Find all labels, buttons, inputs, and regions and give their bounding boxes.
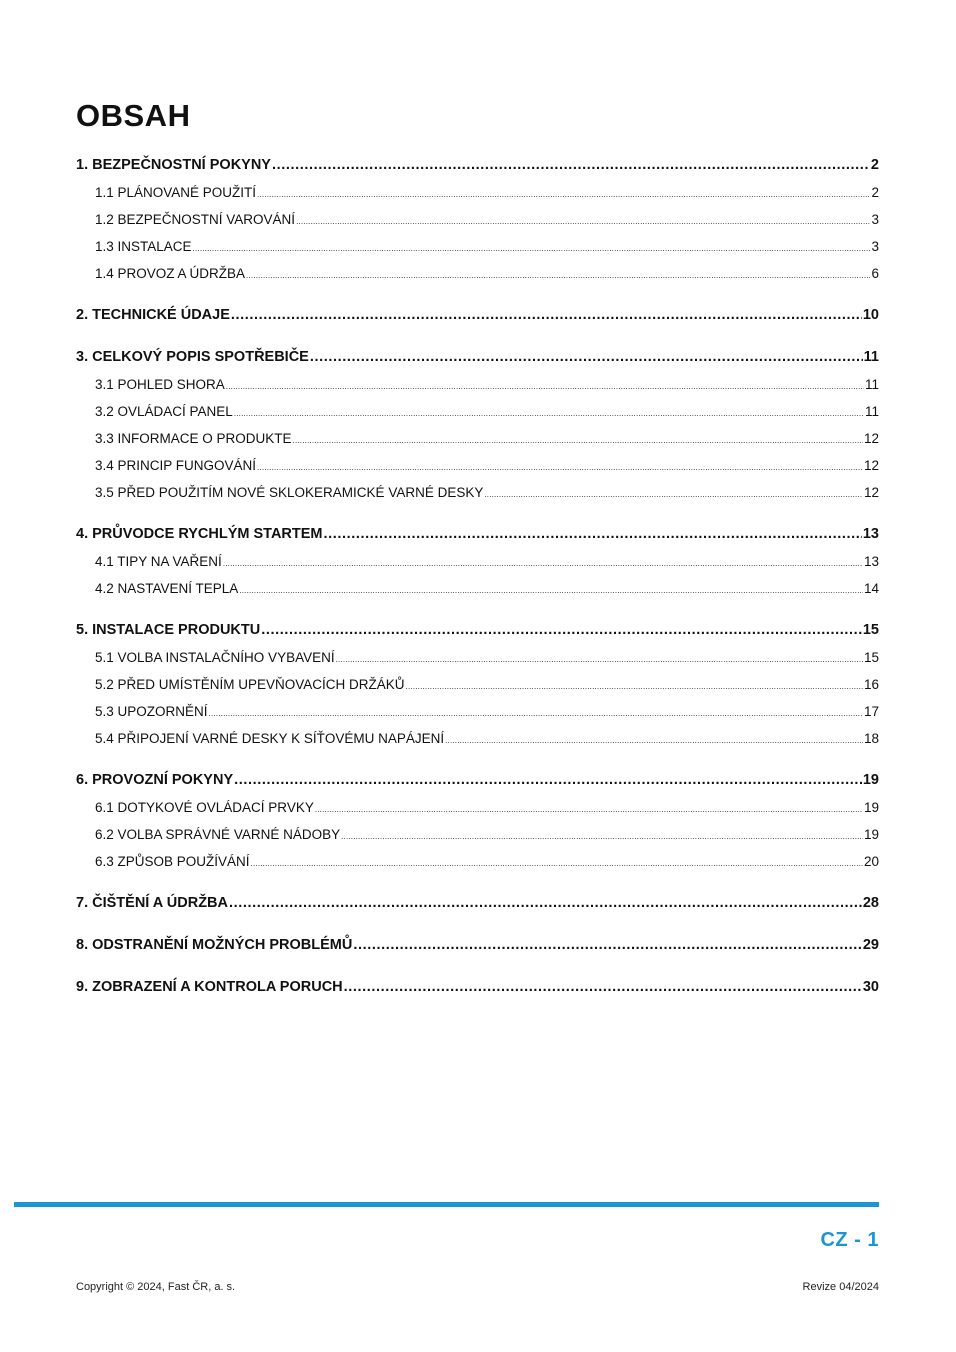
toc-entry-label: 5. INSTALACE PRODUKTU xyxy=(76,622,261,638)
toc-page-number: 18 xyxy=(863,731,879,746)
toc-dot-leader xyxy=(209,700,863,727)
toc-entry-label: 1.3 INSTALACE xyxy=(95,239,192,254)
toc-entry-label: 3.1 POHLED SHORA xyxy=(95,377,225,392)
toc-dot-leader xyxy=(293,427,863,454)
toc-page-number: 10 xyxy=(862,307,879,323)
toc-section-entry[interactable] xyxy=(76,644,879,671)
toc-entry-label: 5.2 PŘED UMÍSTĚNÍM UPEVŇOVACÍCH DRŽÁKŮ xyxy=(95,677,405,692)
toc-dot-leader xyxy=(246,262,870,289)
toc-section-entry[interactable] xyxy=(76,479,879,506)
toc-page-number: 15 xyxy=(863,650,879,665)
toc-page-number: 19 xyxy=(862,772,879,788)
toc-entry-label: 6.2 VOLBA SPRÁVNÉ VARNÉ NÁDOBY xyxy=(95,827,341,842)
toc-chapter-entry[interactable] xyxy=(76,890,879,917)
toc-section-entry[interactable] xyxy=(76,725,879,752)
toc-page-number: 13 xyxy=(863,554,879,569)
toc-dot-leader xyxy=(324,521,862,548)
toc-entry-label: 1.2 BEZPEČNOSTNÍ VAROVÁNÍ xyxy=(95,212,296,227)
toc-page-number: 19 xyxy=(863,800,879,815)
toc-entry-label: 1.1 PLÁNOVANÉ POUŽITÍ xyxy=(95,185,257,200)
toc-section-entry[interactable] xyxy=(76,452,879,479)
toc-dot-leader xyxy=(296,208,870,235)
toc-page-number: 13 xyxy=(862,526,879,542)
toc-chapter-entry[interactable] xyxy=(76,344,879,371)
revision-label: Revize 04/2024 xyxy=(802,1281,879,1293)
toc-section-entry[interactable] xyxy=(76,575,879,602)
table-of-contents xyxy=(76,152,879,1001)
toc-dot-leader xyxy=(257,454,863,481)
toc-chapter-entry[interactable] xyxy=(76,521,879,548)
toc-dot-leader xyxy=(406,673,863,700)
toc-entry-label: 3.4 PRINCIP FUNGOVÁNÍ xyxy=(95,458,257,473)
toc-page-number: 19 xyxy=(863,827,879,842)
toc-page-number: 29 xyxy=(862,937,879,953)
toc-section-entry[interactable] xyxy=(76,698,879,725)
toc-page-number: 11 xyxy=(864,377,879,392)
toc-chapter-entry[interactable] xyxy=(76,767,879,794)
toc-page-number: 12 xyxy=(863,458,879,473)
toc-section-entry[interactable] xyxy=(76,371,879,398)
toc-section-entry[interactable] xyxy=(76,233,879,260)
toc-dot-leader xyxy=(261,617,862,644)
toc-section-entry[interactable] xyxy=(76,671,879,698)
toc-dot-leader xyxy=(234,767,862,794)
toc-dot-leader xyxy=(336,646,863,673)
toc-entry-label: 3.5 PŘED POUŽITÍM NOVÉ SKLOKERAMICKÉ VARNÉ DESKY xyxy=(95,485,484,500)
toc-dot-leader xyxy=(272,152,870,179)
toc-entry-label: 3.3 INFORMACE O PRODUKTE xyxy=(95,431,292,446)
copyright-notice: Copyright © 2024, Fast ČR, a. s. xyxy=(76,1281,236,1293)
toc-page-number: 14 xyxy=(863,581,879,596)
toc-entry-label: 3. CELKOVÝ POPIS SPOTŘEBIČE xyxy=(76,349,309,365)
toc-page-number: 12 xyxy=(863,485,879,500)
toc-entry-label: 4.2 NASTAVENÍ TEPLA xyxy=(95,581,239,596)
toc-dot-leader xyxy=(353,932,862,959)
toc-dot-leader xyxy=(231,302,862,329)
toc-dot-leader xyxy=(229,890,862,917)
toc-entry-label: 5.1 VOLBA INSTALAČNÍHO VYBAVENÍ xyxy=(95,650,335,665)
toc-section-entry[interactable] xyxy=(76,821,879,848)
toc-chapter-entry[interactable] xyxy=(76,932,879,959)
toc-page-number: 3 xyxy=(871,212,879,227)
toc-dot-leader xyxy=(344,974,862,1001)
toc-page-number: 17 xyxy=(863,704,879,719)
toc-entry-label: 1.4 PROVOZ A ÚDRŽBA xyxy=(95,266,246,281)
toc-chapter-entry[interactable] xyxy=(76,302,879,329)
toc-dot-leader xyxy=(251,850,863,877)
toc-dot-leader xyxy=(226,373,864,400)
toc-entry-label: 2. TECHNICKÉ ÚDAJE xyxy=(76,307,230,323)
footer-divider xyxy=(14,1202,879,1207)
toc-section-entry[interactable] xyxy=(76,260,879,287)
toc-entry-label: 9. ZOBRAZENÍ A KONTROLA PORUCH xyxy=(76,979,343,995)
toc-page-number: 2 xyxy=(871,185,879,200)
toc-entry-label: 6.1 DOTYKOVÉ OVLÁDACÍ PRVKY xyxy=(95,800,314,815)
toc-section-entry[interactable] xyxy=(76,848,879,875)
toc-entry-label: 6. PROVOZNÍ POKYNY xyxy=(76,772,234,788)
toc-entry-label: 3.2 OVLÁDACÍ PANEL xyxy=(95,404,233,419)
toc-section-entry[interactable] xyxy=(76,425,879,452)
toc-chapter-entry[interactable] xyxy=(76,617,879,644)
toc-entry-label: 7. ČIŠTĚNÍ A ÚDRŽBA xyxy=(76,895,228,911)
toc-dot-leader xyxy=(445,727,863,754)
toc-dot-leader xyxy=(239,577,863,604)
toc-page-number: 15 xyxy=(862,622,879,638)
page-title: OBSAH xyxy=(76,98,191,133)
page-number: CZ - 1 xyxy=(820,1229,879,1251)
toc-page-number: 6 xyxy=(871,266,879,281)
toc-section-entry[interactable] xyxy=(76,179,879,206)
toc-dot-leader xyxy=(193,235,871,262)
toc-page-number: 30 xyxy=(862,979,879,995)
toc-section-entry[interactable] xyxy=(76,548,879,575)
toc-chapter-entry[interactable] xyxy=(76,974,879,1001)
toc-dot-leader xyxy=(257,181,870,208)
toc-chapter-entry[interactable] xyxy=(76,152,879,179)
toc-dot-leader xyxy=(310,344,863,371)
toc-entry-label: 6.3 ZPŮSOB POUŽÍVÁNÍ xyxy=(95,854,250,869)
toc-dot-leader xyxy=(484,481,863,508)
toc-entry-label: 8. ODSTRANĚNÍ MOŽNÝCH PROBLÉMŮ xyxy=(76,937,353,953)
toc-section-entry[interactable] xyxy=(76,398,879,425)
toc-dot-leader xyxy=(341,823,863,850)
toc-section-entry[interactable] xyxy=(76,206,879,233)
toc-page-number: 3 xyxy=(871,239,879,254)
toc-dot-leader xyxy=(223,550,863,577)
toc-entry-label: 5.3 UPOZORNĚNÍ xyxy=(95,704,208,719)
toc-page-number: 11 xyxy=(864,404,879,419)
toc-entry-label: 5.4 PŘIPOJENÍ VARNÉ DESKY K SÍŤOVÉMU NAPÁJENÍ xyxy=(95,731,445,746)
toc-page-number: 16 xyxy=(863,677,879,692)
toc-section-entry[interactable] xyxy=(76,794,879,821)
toc-page-number: 20 xyxy=(863,854,879,869)
toc-dot-leader xyxy=(315,796,863,823)
toc-page-number: 28 xyxy=(862,895,879,911)
toc-page-number: 12 xyxy=(863,431,879,446)
toc-dot-leader xyxy=(234,400,864,427)
toc-entry-label: 4.1 TIPY NA VAŘENÍ xyxy=(95,554,222,569)
toc-entry-label: 4. PRŮVODCE RYCHLÝM STARTEM xyxy=(76,526,323,542)
toc-entry-label: 1. BEZPEČNOSTNÍ POKYNY xyxy=(76,157,271,173)
toc-page-number: 2 xyxy=(870,157,879,173)
toc-page-number: 11 xyxy=(863,349,879,365)
